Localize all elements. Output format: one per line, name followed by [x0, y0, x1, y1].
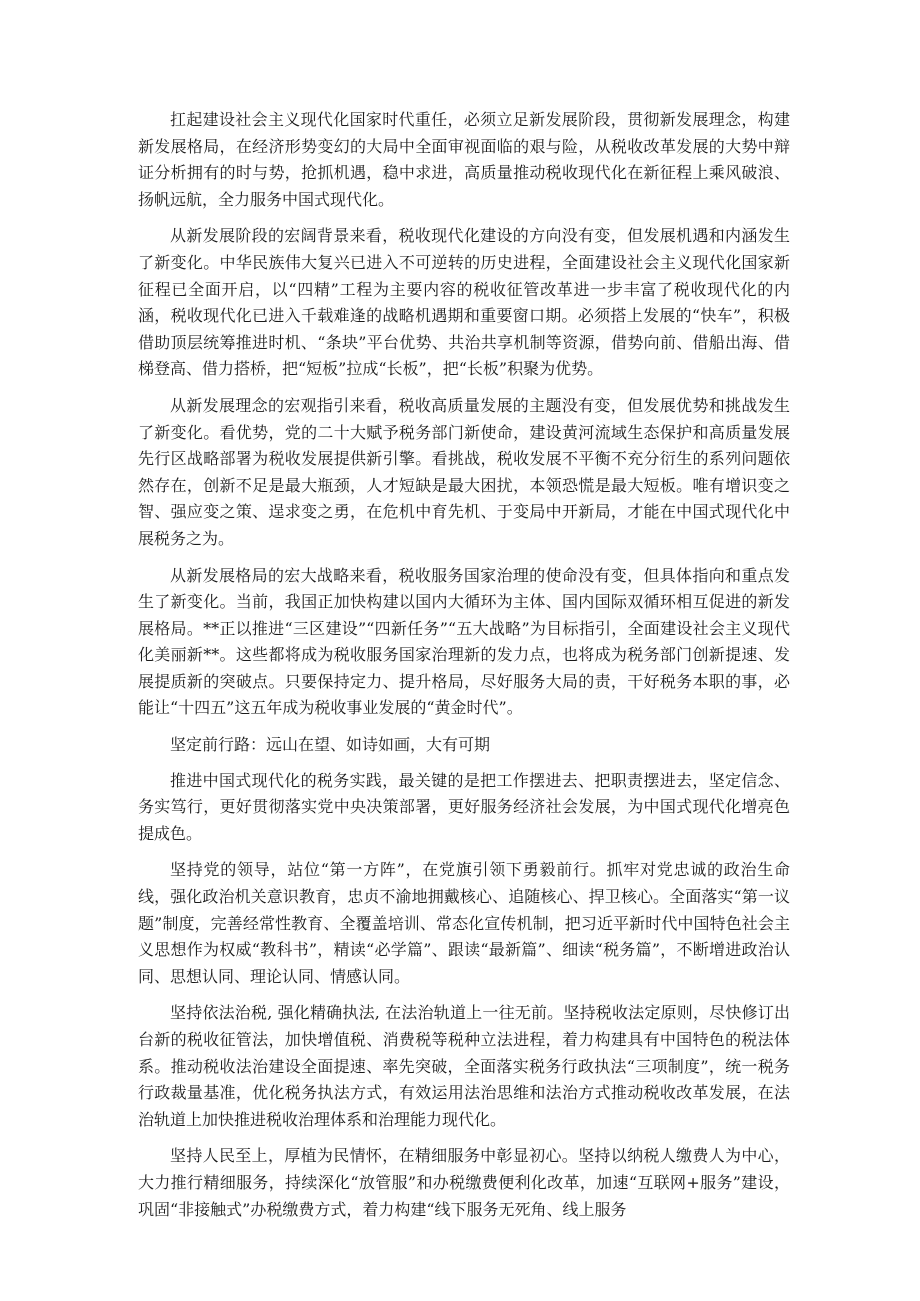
paragraph-6: 推进中国式现代化的税务实践，最关键的是把工作摆进去、把职责摆进去，坚定信念、务实笃行，更好贯彻落实党中央决策部署，更好服务经济社会发展，为中国式现代化增亮色提成色。 [138, 770, 790, 843]
document-body [138, 107, 790, 1233]
paragraph-9: 坚持人民至上，厚植为民情怀，在精细服务中彰显初心。坚持以纳税人缴费人为中心，大力推行精细服务，持续深化“放管服”和办税缴费便利化改革，加速“互联网+服务”建设，巩固“非接触式”办税缴费方式，着力构建“线下服务无死角、线上服务 [138, 1146, 790, 1219]
section-heading: 坚定前行路：远山在望、如诗如画，大有可期 [170, 735, 491, 755]
paragraph-3: 从新发展理念的宏观指引来看，税收高质量发展的主题没有变，但发展优势和挑战发生了新变化。看优势，党的二十大赋予税务部门新使命，建设黄河流域生态保护和高质量发展先行区战略部署为税收发展提供新引擎。看挑战，税收发展不平衡不充分衍生的系列问题依然存在，创新不足是最大瓶颈，人才短缺是最大困扰，本领恐慌是最大短板。唯有增识变之智、强应变之策、逞求变之勇，在危机中育先机、于变局中开新局，才能在中国式现代化中展税务之为。 [138, 395, 790, 548]
paragraph-7: 坚持党的领导，站位“第一方阵”，在党旗引领下勇毅前行。抓牢对党忠诚的政治生命线，强化政治机关意识教育，忠贞不渝地拥戴核心、追随核心、捍卫核心。全面落实“第一议题”制度，完善经常性教育、全覆盖培训、常态化宣传机制，把习近平新时代中国特色社会主义思想作为权威“教科书”，精读“必学篇”、跟读“最新篇”、细读“税务篇”，不断增进政治认同、思想认同、理论认同、情感认同。 [138, 860, 790, 986]
paragraph-4: 从新发展格局的宏大战略来看，税收服务国家治理的使命没有变，但具体指向和重点发生了新变化。当前，我国正加快构建以国内大循环为主体、国内国际双循环相互促进的新发展格局。**正以推进“三区建设”“四新任务”“五大战略”为目标指引，全面建设社会主义现代化美丽新**。这些都将成为税收服务国家治理新的发力点，也将成为税务部门创新提速、发展提质新的突破点。只要保持定力、提升格局，尽好服务大局的责，干好税务本职的事，必能让“十四五”这五年成为税收事业发展的“黄金时代”。 [138, 565, 790, 718]
paragraph-8: 坚持依法治税, 强化精确执法, 在法治轨道上一往无前。坚持税收法定原则，尽快修订出台新的税收征管法，加快增值税、消费税等税种立法进程，着力构建具有中国特色的税法体系。推动税收法治建设全面提速、率先突破，全面落实税务行政执法“三项制度”，统一税务行政裁量基准，优化税务执法方式，有效运用法治思维和法治方式推动税收改革发展，在法治轨道上加快推进税收治理体系和治理能力现代化。 [138, 1003, 790, 1129]
paragraph-1: 扛起建设社会主义现代化国家时代重任，必须立足新发展阶段，贯彻新发展理念，构建新发展格局，在经济形势变幻的大局中全面审视面临的艰与险，从税收改革发展的大势中辩证分析拥有的时与势，抢抓机遇，稳中求进，高质量推动税收现代化在新征程上乘风破浪、扬帆远航，全力服务中国式现代化。 [138, 110, 790, 209]
paragraph-2: 从新发展阶段的宏阔背景来看，税收现代化建设的方向没有变，但发展机遇和内涵发生了新变化。中华民族伟大复兴已进入不可逆转的历史进程，全面建设社会主义现代化国家新征程已全面开启，以“四精”工程为主要内容的税收征管改革进一步丰富了税收现代化的内涵，税收现代化已进入千载难逢的战略机遇期和重要窗口期。必须搭上发展的“快车”，积极借助顶层统筹推进时机、“条块”平台优势、共治共享机制等资源，借势向前、借船出海、借梯登高、借力搭桥，把“短板”拉成“长板”，把“长板”积聚为优势。 [138, 226, 790, 379]
